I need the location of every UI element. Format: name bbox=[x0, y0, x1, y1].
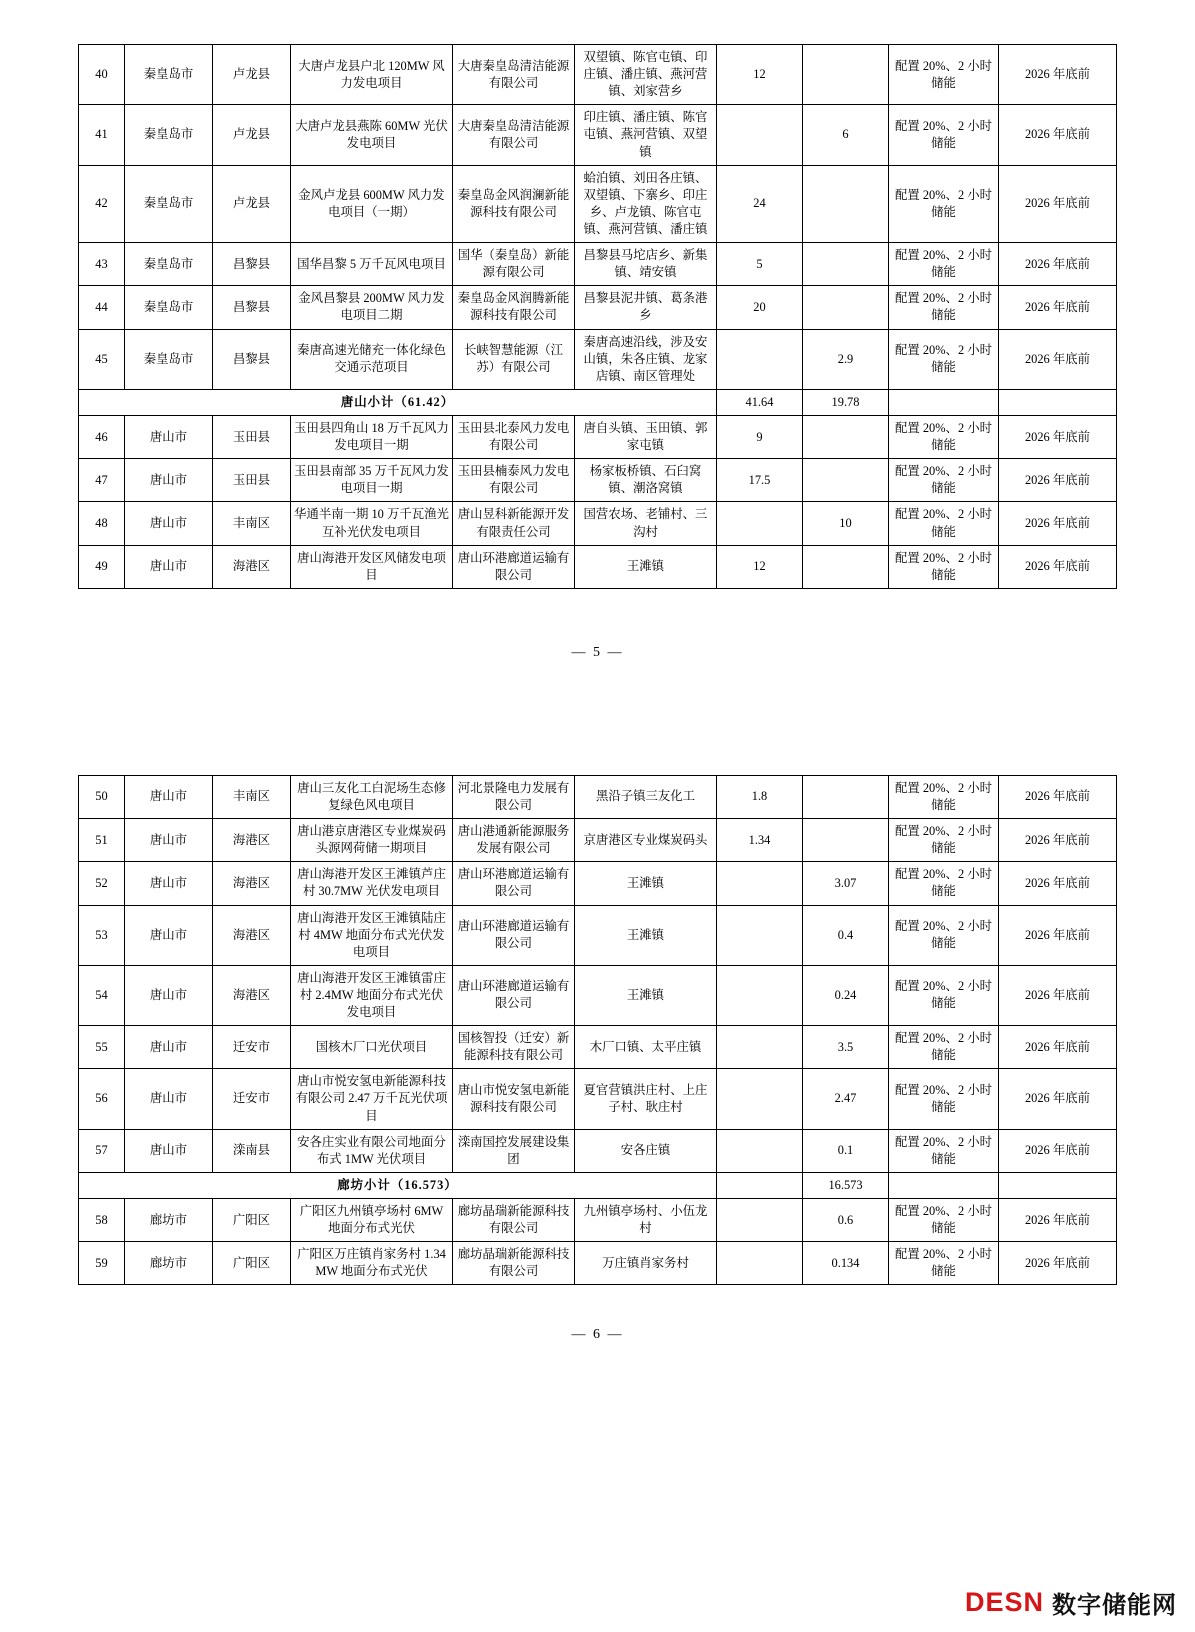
location: 昌黎县泥井镇、葛条港乡 bbox=[575, 286, 717, 329]
wind-capacity bbox=[717, 1199, 803, 1242]
county: 海港区 bbox=[213, 905, 291, 965]
project-table-page-5 bbox=[78, 44, 1117, 589]
subtotal-storage bbox=[889, 389, 999, 415]
table-subtotal-row bbox=[79, 389, 1117, 415]
storage-requirement: 配置 20%、2 小时储能 bbox=[889, 502, 999, 545]
company: 国华（秦皇岛）新能源有限公司 bbox=[453, 243, 575, 286]
page-number-6: — 6 — bbox=[571, 1327, 624, 1343]
project-name: 玉田县南部 35 万千瓦风力发电项目一期 bbox=[291, 459, 453, 502]
wind-capacity bbox=[717, 1129, 803, 1172]
wind-capacity: 1.34 bbox=[717, 819, 803, 862]
deadline: 2026 年底前 bbox=[999, 502, 1117, 545]
company: 秦皇岛金风润澜新能源科技有限公司 bbox=[453, 165, 575, 242]
row-index: 42 bbox=[79, 165, 125, 242]
county: 昌黎县 bbox=[213, 286, 291, 329]
location: 王滩镇 bbox=[575, 545, 717, 588]
location: 蛤泊镇、刘田各庄镇、双望镇、下寨乡、印庄乡、卢龙镇、陈官屯镇、燕河营镇、潘庄镇 bbox=[575, 165, 717, 242]
city: 唐山市 bbox=[125, 775, 213, 818]
project-name: 安各庄实业有限公司地面分布式 1MW 光伏项目 bbox=[291, 1129, 453, 1172]
subtotal-wind bbox=[717, 1172, 803, 1198]
location: 安各庄镇 bbox=[575, 1129, 717, 1172]
company: 大唐秦皇岛清洁能源有限公司 bbox=[453, 105, 575, 165]
city: 秦皇岛市 bbox=[125, 45, 213, 105]
table-row bbox=[79, 502, 1117, 545]
county: 海港区 bbox=[213, 965, 291, 1025]
city: 唐山市 bbox=[125, 545, 213, 588]
project-name: 大唐卢龙县燕陈 60MW 光伏发电项目 bbox=[291, 105, 453, 165]
solar-capacity bbox=[803, 775, 889, 818]
solar-capacity: 0.1 bbox=[803, 1129, 889, 1172]
storage-requirement: 配置 20%、2 小时储能 bbox=[889, 329, 999, 389]
table-row bbox=[79, 1069, 1117, 1129]
project-name: 唐山海港开发区王滩镇陆庄村 4MW 地面分布式光伏发电项目 bbox=[291, 905, 453, 965]
deadline: 2026 年底前 bbox=[999, 1026, 1117, 1069]
county: 广阳区 bbox=[213, 1199, 291, 1242]
company: 大唐秦皇岛清洁能源有限公司 bbox=[453, 45, 575, 105]
solar-capacity: 3.07 bbox=[803, 862, 889, 905]
solar-capacity: 0.4 bbox=[803, 905, 889, 965]
company: 廊坊晶瑞新能源科技有限公司 bbox=[453, 1199, 575, 1242]
location: 木厂口镇、太平庄镇 bbox=[575, 1026, 717, 1069]
city: 廊坊市 bbox=[125, 1199, 213, 1242]
location: 夏官营镇洪庄村、上庄子村、耿庄村 bbox=[575, 1069, 717, 1129]
row-index: 59 bbox=[79, 1242, 125, 1285]
subtotal-label: 廊坊小计（16.573） bbox=[79, 1172, 717, 1198]
subtotal-solar: 16.573 bbox=[803, 1172, 889, 1198]
deadline: 2026 年底前 bbox=[999, 905, 1117, 965]
storage-requirement: 配置 20%、2 小时储能 bbox=[889, 1026, 999, 1069]
project-name: 国核木厂口光伏项目 bbox=[291, 1026, 453, 1069]
city: 秦皇岛市 bbox=[125, 329, 213, 389]
company: 唐山环港廊道运输有限公司 bbox=[453, 862, 575, 905]
document-page-5 bbox=[0, 0, 1195, 661]
storage-requirement: 配置 20%、2 小时储能 bbox=[889, 905, 999, 965]
row-index: 55 bbox=[79, 1026, 125, 1069]
deadline: 2026 年底前 bbox=[999, 105, 1117, 165]
row-index: 46 bbox=[79, 415, 125, 458]
city: 唐山市 bbox=[125, 1069, 213, 1129]
county: 玉田县 bbox=[213, 415, 291, 458]
city: 唐山市 bbox=[125, 502, 213, 545]
storage-requirement: 配置 20%、2 小时储能 bbox=[889, 105, 999, 165]
row-index: 51 bbox=[79, 819, 125, 862]
county: 昌黎县 bbox=[213, 329, 291, 389]
solar-capacity bbox=[803, 459, 889, 502]
wind-capacity bbox=[717, 1242, 803, 1285]
subtotal-deadline bbox=[999, 1172, 1117, 1198]
solar-capacity: 2.47 bbox=[803, 1069, 889, 1129]
storage-requirement: 配置 20%、2 小时储能 bbox=[889, 965, 999, 1025]
company: 唐山环港廊道运输有限公司 bbox=[453, 905, 575, 965]
solar-capacity: 10 bbox=[803, 502, 889, 545]
wind-capacity: 20 bbox=[717, 286, 803, 329]
wind-capacity bbox=[717, 502, 803, 545]
location: 杨家板桥镇、石臼窝镇、潮洛窝镇 bbox=[575, 459, 717, 502]
storage-requirement: 配置 20%、2 小时储能 bbox=[889, 1129, 999, 1172]
wind-capacity: 17.5 bbox=[717, 459, 803, 502]
table-row bbox=[79, 905, 1117, 965]
county: 海港区 bbox=[213, 819, 291, 862]
wind-capacity: 5 bbox=[717, 243, 803, 286]
solar-capacity bbox=[803, 243, 889, 286]
solar-capacity bbox=[803, 45, 889, 105]
city: 唐山市 bbox=[125, 905, 213, 965]
company: 长峡智慧能源（江苏）有限公司 bbox=[453, 329, 575, 389]
page-gap bbox=[0, 661, 1195, 721]
project-name: 玉田县四角山 18 万千瓦风力发电项目一期 bbox=[291, 415, 453, 458]
county: 迁安市 bbox=[213, 1026, 291, 1069]
project-name: 秦唐高速光储充一体化绿色交通示范项目 bbox=[291, 329, 453, 389]
storage-requirement: 配置 20%、2 小时储能 bbox=[889, 1242, 999, 1285]
deadline: 2026 年底前 bbox=[999, 286, 1117, 329]
company: 唐山环港廊道运输有限公司 bbox=[453, 545, 575, 588]
project-name: 华通半南一期 10 万千瓦渔光互补光伏发电项目 bbox=[291, 502, 453, 545]
project-name: 金风昌黎县 200MW 风力发电项目二期 bbox=[291, 286, 453, 329]
table-row bbox=[79, 1242, 1117, 1285]
wind-capacity: 9 bbox=[717, 415, 803, 458]
city: 唐山市 bbox=[125, 862, 213, 905]
storage-requirement: 配置 20%、2 小时储能 bbox=[889, 415, 999, 458]
table-row bbox=[79, 1026, 1117, 1069]
table-row bbox=[79, 819, 1117, 862]
wind-capacity: 12 bbox=[717, 45, 803, 105]
county: 迁安市 bbox=[213, 1069, 291, 1129]
company: 唐山市悦安氢电新能源科技有限公司 bbox=[453, 1069, 575, 1129]
wind-capacity bbox=[717, 329, 803, 389]
solar-capacity: 0.24 bbox=[803, 965, 889, 1025]
table-row bbox=[79, 286, 1117, 329]
deadline: 2026 年底前 bbox=[999, 545, 1117, 588]
company: 国核智投（迁安）新能源科技有限公司 bbox=[453, 1026, 575, 1069]
row-index: 44 bbox=[79, 286, 125, 329]
project-name: 金风卢龙县 600MW 风力发电项目（一期） bbox=[291, 165, 453, 242]
city: 秦皇岛市 bbox=[125, 286, 213, 329]
row-index: 56 bbox=[79, 1069, 125, 1129]
solar-capacity: 2.9 bbox=[803, 329, 889, 389]
city: 唐山市 bbox=[125, 1026, 213, 1069]
row-index: 45 bbox=[79, 329, 125, 389]
watermark bbox=[965, 1585, 1177, 1620]
storage-requirement: 配置 20%、2 小时储能 bbox=[889, 286, 999, 329]
county: 玉田县 bbox=[213, 459, 291, 502]
wind-capacity bbox=[717, 105, 803, 165]
solar-capacity bbox=[803, 286, 889, 329]
deadline: 2026 年底前 bbox=[999, 965, 1117, 1025]
project-name: 唐山市悦安氢电新能源科技有限公司 2.47 万千瓦光伏项目 bbox=[291, 1069, 453, 1129]
project-name: 唐山海港开发区王滩镇芦庄村 30.7MW 光伏发电项目 bbox=[291, 862, 453, 905]
company: 秦皇岛金风润腾新能源科技有限公司 bbox=[453, 286, 575, 329]
solar-capacity bbox=[803, 415, 889, 458]
table-row bbox=[79, 862, 1117, 905]
county: 海港区 bbox=[213, 545, 291, 588]
deadline: 2026 年底前 bbox=[999, 329, 1117, 389]
wind-capacity: 24 bbox=[717, 165, 803, 242]
deadline: 2026 年底前 bbox=[999, 1069, 1117, 1129]
location: 昌黎县马坨店乡、新集镇、靖安镇 bbox=[575, 243, 717, 286]
wind-capacity: 12 bbox=[717, 545, 803, 588]
table-subtotal-row bbox=[79, 1172, 1117, 1198]
city: 唐山市 bbox=[125, 459, 213, 502]
project-table-page-6 bbox=[78, 775, 1117, 1286]
storage-requirement: 配置 20%、2 小时储能 bbox=[889, 819, 999, 862]
county: 海港区 bbox=[213, 862, 291, 905]
subtotal-storage bbox=[889, 1172, 999, 1198]
company: 廊坊晶瑞新能源科技有限公司 bbox=[453, 1242, 575, 1285]
deadline: 2026 年底前 bbox=[999, 775, 1117, 818]
company: 滦南国控发展建设集团 bbox=[453, 1129, 575, 1172]
county: 卢龙县 bbox=[213, 165, 291, 242]
location: 国营农场、老铺村、三沟村 bbox=[575, 502, 717, 545]
watermark-brand: DESN bbox=[964, 1587, 1044, 1617]
table-row bbox=[79, 329, 1117, 389]
location: 秦唐高速沿线，涉及安山镇，朱各庄镇、龙家店镇、南区管理处 bbox=[575, 329, 717, 389]
table-row bbox=[79, 1129, 1117, 1172]
county: 丰南区 bbox=[213, 502, 291, 545]
deadline: 2026 年底前 bbox=[999, 819, 1117, 862]
storage-requirement: 配置 20%、2 小时储能 bbox=[889, 1199, 999, 1242]
wind-capacity bbox=[717, 965, 803, 1025]
county: 滦南县 bbox=[213, 1129, 291, 1172]
table-row bbox=[79, 105, 1117, 165]
city: 唐山市 bbox=[125, 965, 213, 1025]
county: 卢龙县 bbox=[213, 45, 291, 105]
subtotal-deadline bbox=[999, 389, 1117, 415]
storage-requirement: 配置 20%、2 小时储能 bbox=[889, 165, 999, 242]
table-row bbox=[79, 165, 1117, 242]
location: 黑沿子镇三友化工 bbox=[575, 775, 717, 818]
wind-capacity bbox=[717, 1069, 803, 1129]
table-row bbox=[79, 415, 1117, 458]
row-index: 57 bbox=[79, 1129, 125, 1172]
deadline: 2026 年底前 bbox=[999, 459, 1117, 502]
wind-capacity: 1.8 bbox=[717, 775, 803, 818]
row-index: 50 bbox=[79, 775, 125, 818]
row-index: 54 bbox=[79, 965, 125, 1025]
location: 万庄镇肖家务村 bbox=[575, 1242, 717, 1285]
document-page-6 bbox=[0, 721, 1195, 1344]
location: 王滩镇 bbox=[575, 905, 717, 965]
county: 丰南区 bbox=[213, 775, 291, 818]
solar-capacity: 0.6 bbox=[803, 1199, 889, 1242]
wind-capacity bbox=[717, 1026, 803, 1069]
location: 双望镇、陈官屯镇、印庄镇、潘庄镇、燕河营镇、刘家营乡 bbox=[575, 45, 717, 105]
solar-capacity: 3.5 bbox=[803, 1026, 889, 1069]
location: 九州镇亭场村、小伍龙村 bbox=[575, 1199, 717, 1242]
storage-requirement: 配置 20%、2 小时储能 bbox=[889, 45, 999, 105]
company: 唐山港通新能源服务发展有限公司 bbox=[453, 819, 575, 862]
deadline: 2026 年底前 bbox=[999, 243, 1117, 286]
row-index: 49 bbox=[79, 545, 125, 588]
subtotal-wind: 41.64 bbox=[717, 389, 803, 415]
solar-capacity bbox=[803, 819, 889, 862]
company: 玉田县北泰风力发电有限公司 bbox=[453, 415, 575, 458]
project-name: 广阳区万庄镇肖家务村 1.34MW 地面分布式光伏 bbox=[291, 1242, 453, 1285]
deadline: 2026 年底前 bbox=[999, 165, 1117, 242]
table-row bbox=[79, 965, 1117, 1025]
project-name: 唐山海港开发区王滩镇雷庄村 2.4MW 地面分布式光伏发电项目 bbox=[291, 965, 453, 1025]
project-name: 唐山海港开发区风储发电项目 bbox=[291, 545, 453, 588]
location: 王滩镇 bbox=[575, 965, 717, 1025]
storage-requirement: 配置 20%、2 小时储能 bbox=[889, 862, 999, 905]
storage-requirement: 配置 20%、2 小时储能 bbox=[889, 243, 999, 286]
county: 卢龙县 bbox=[213, 105, 291, 165]
watermark-name: 数字储能网 bbox=[1052, 1592, 1177, 1619]
city: 秦皇岛市 bbox=[125, 165, 213, 242]
row-index: 48 bbox=[79, 502, 125, 545]
deadline: 2026 年底前 bbox=[999, 1242, 1117, 1285]
company: 唐山昱科新能源开发有限责任公司 bbox=[453, 502, 575, 545]
row-index: 41 bbox=[79, 105, 125, 165]
subtotal-solar: 19.78 bbox=[803, 389, 889, 415]
project-name: 广阳区九州镇亭场村 6MW 地面分布式光伏 bbox=[291, 1199, 453, 1242]
location: 唐自头镇、玉田镇、郭家屯镇 bbox=[575, 415, 717, 458]
project-name: 国华昌黎 5 万千瓦风电项目 bbox=[291, 243, 453, 286]
storage-requirement: 配置 20%、2 小时储能 bbox=[889, 1069, 999, 1129]
location: 京唐港区专业煤炭码头 bbox=[575, 819, 717, 862]
table-row bbox=[79, 243, 1117, 286]
city: 秦皇岛市 bbox=[125, 105, 213, 165]
city: 唐山市 bbox=[125, 1129, 213, 1172]
row-index: 52 bbox=[79, 862, 125, 905]
subtotal-label: 唐山小计（61.42） bbox=[79, 389, 717, 415]
table-row bbox=[79, 775, 1117, 818]
location: 印庄镇、潘庄镇、陈官屯镇、燕河营镇、双望镇 bbox=[575, 105, 717, 165]
county: 昌黎县 bbox=[213, 243, 291, 286]
deadline: 2026 年底前 bbox=[999, 1129, 1117, 1172]
storage-requirement: 配置 20%、2 小时储能 bbox=[889, 775, 999, 818]
city: 唐山市 bbox=[125, 415, 213, 458]
solar-capacity: 0.134 bbox=[803, 1242, 889, 1285]
page-number-5: — 5 — bbox=[571, 644, 624, 660]
location: 王滩镇 bbox=[575, 862, 717, 905]
company: 河北景隆电力发展有限公司 bbox=[453, 775, 575, 818]
storage-requirement: 配置 20%、2 小时储能 bbox=[889, 545, 999, 588]
solar-capacity: 6 bbox=[803, 105, 889, 165]
wind-capacity bbox=[717, 905, 803, 965]
row-index: 58 bbox=[79, 1199, 125, 1242]
project-name: 唐山三友化工白泥场生态修复绿色风电项目 bbox=[291, 775, 453, 818]
solar-capacity bbox=[803, 165, 889, 242]
row-index: 47 bbox=[79, 459, 125, 502]
county: 广阳区 bbox=[213, 1242, 291, 1285]
solar-capacity bbox=[803, 545, 889, 588]
deadline: 2026 年底前 bbox=[999, 45, 1117, 105]
city: 唐山市 bbox=[125, 819, 213, 862]
table-row bbox=[79, 459, 1117, 502]
deadline: 2026 年底前 bbox=[999, 1199, 1117, 1242]
row-index: 43 bbox=[79, 243, 125, 286]
storage-requirement: 配置 20%、2 小时储能 bbox=[889, 459, 999, 502]
table-row bbox=[79, 545, 1117, 588]
city: 秦皇岛市 bbox=[125, 243, 213, 286]
project-name: 唐山港京唐港区专业煤炭码头源网荷储一期项目 bbox=[291, 819, 453, 862]
deadline: 2026 年底前 bbox=[999, 862, 1117, 905]
table-row bbox=[79, 1199, 1117, 1242]
wind-capacity bbox=[717, 862, 803, 905]
row-index: 40 bbox=[79, 45, 125, 105]
deadline: 2026 年底前 bbox=[999, 415, 1117, 458]
city: 廊坊市 bbox=[125, 1242, 213, 1285]
project-name: 大唐卢龙县户北 120MW 风力发电项目 bbox=[291, 45, 453, 105]
company: 玉田县楠泰风力发电有限公司 bbox=[453, 459, 575, 502]
company: 唐山环港廊道运输有限公司 bbox=[453, 965, 575, 1025]
row-index: 53 bbox=[79, 905, 125, 965]
table-row bbox=[79, 45, 1117, 105]
